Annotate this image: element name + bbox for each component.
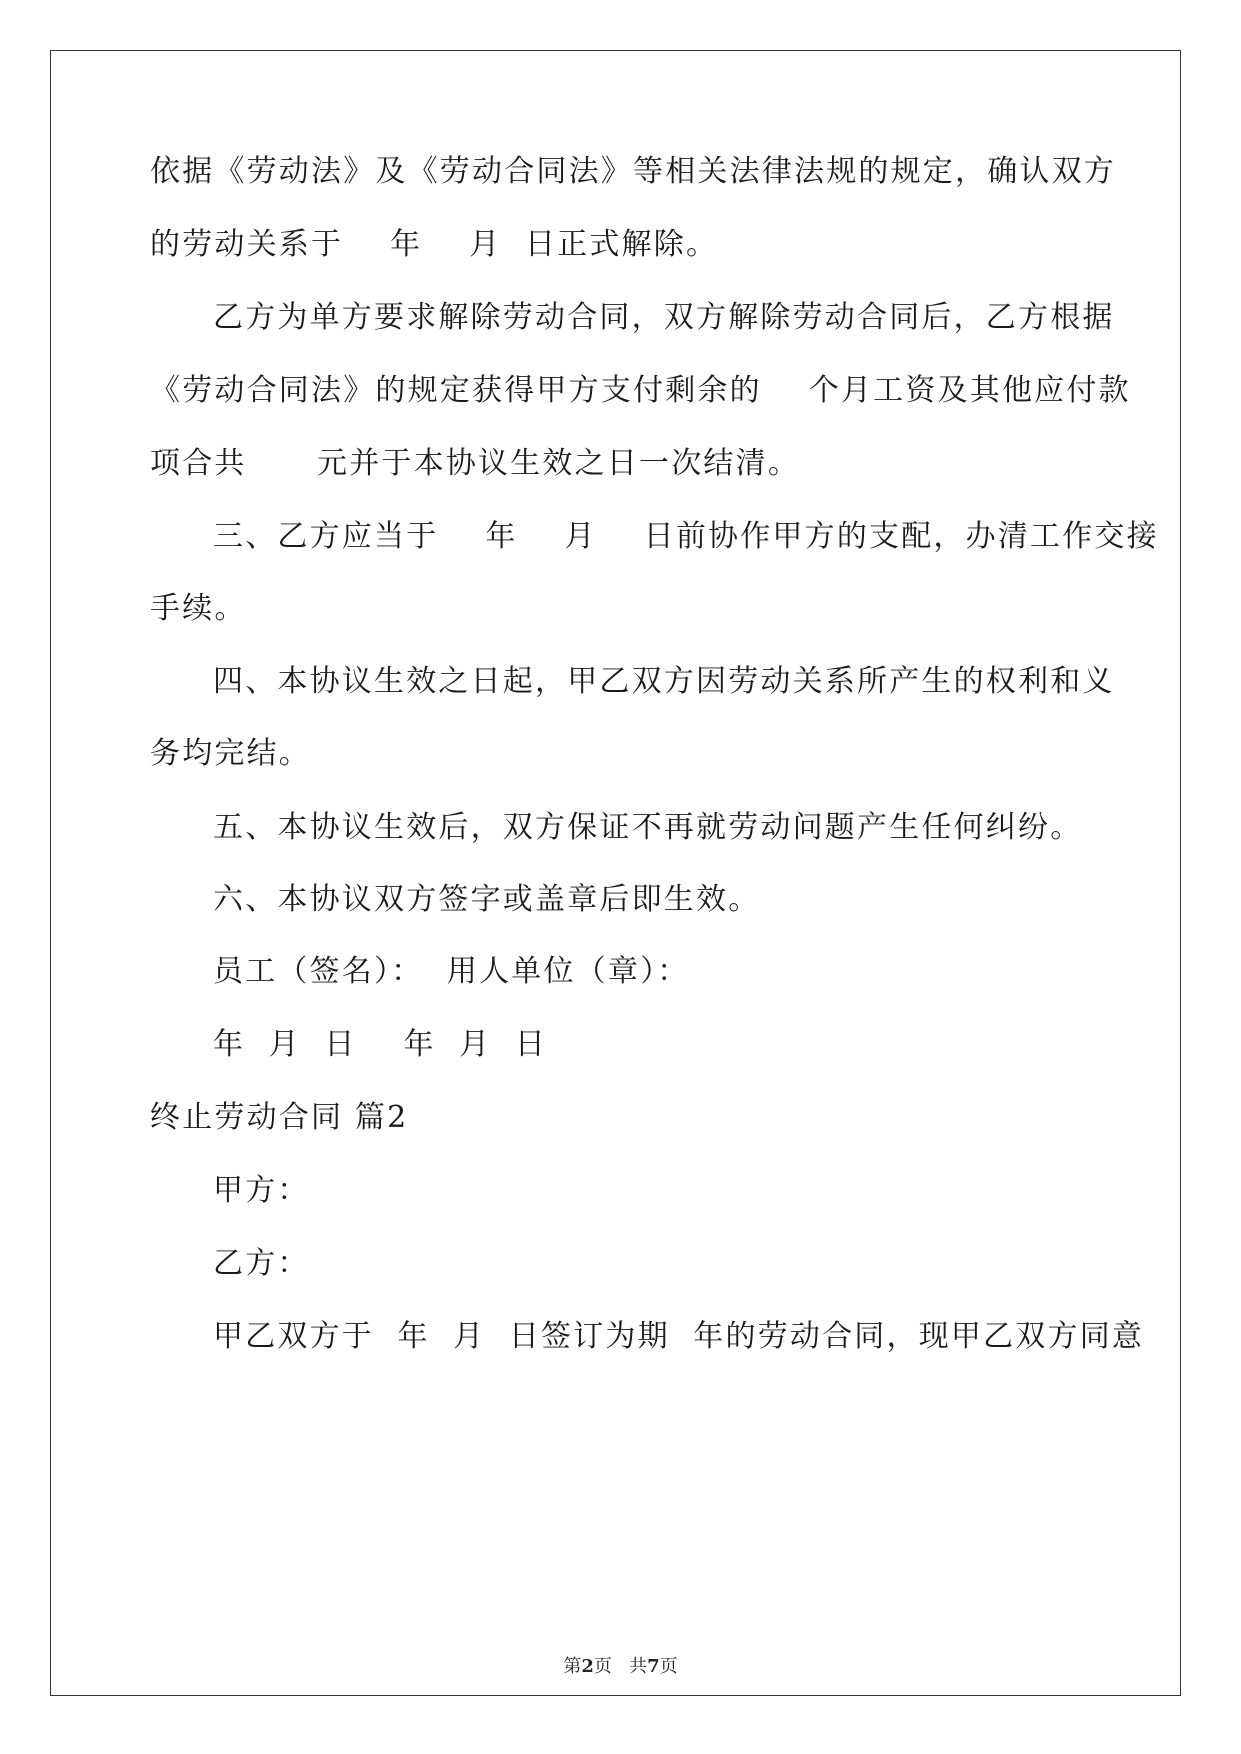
page-footer [0, 1655, 1241, 1679]
party-b-line: 乙方： [213, 1246, 310, 1281]
footer-total-prefix: 共 [629, 1656, 648, 1677]
body-line-9: 务均完结。 [150, 736, 311, 771]
date-line: 年 月 日 年 月 日 [213, 1027, 548, 1062]
body-line-5: 项合共 元并于本协议生效之日一次结清。 [150, 446, 801, 481]
body-line-8: 四、本协议生效之日起，甲乙双方因劳动关系所产生的权利和义 [213, 664, 1115, 699]
body-line-17: 甲乙双方于 年 月 日签订为期 年的劳动合同，现甲乙双方同意 [213, 1319, 1145, 1354]
footer-page-suffix: 页 [593, 1656, 612, 1677]
body-line-11: 六、本协议双方签字或盖章后即生效。 [213, 882, 761, 917]
body-line-6: 三、乙方应当于 年 月 日前协作甲方的支配，办清工作交接 [213, 519, 1159, 554]
party-a-line: 甲方： [213, 1173, 310, 1208]
footer-page-current: 2 [581, 1656, 594, 1677]
body-line-4: 《劳动合同法》的规定获得甲方支付剩余的 个月工资及其他应付款 [150, 373, 1131, 408]
footer-page-total: 7 [647, 1656, 660, 1677]
footer-page-prefix: 第 [563, 1656, 582, 1677]
section-heading: 终止劳动合同 篇2 [150, 1100, 409, 1135]
footer-total-suffix: 页 [659, 1656, 678, 1677]
signature-line: 员工（签名）： 用人单位（章）： [213, 954, 690, 989]
page-border [50, 50, 1181, 1696]
body-line-3: 乙方为单方要求解除劳动合同，双方解除劳动合同后，乙方根据 [213, 300, 1115, 335]
body-line-10: 五、本协议生效后，双方保证不再就劳动问题产生任何纠纷。 [213, 810, 1083, 845]
body-line-2: 的劳动关系于 年 月 日正式解除。 [150, 227, 719, 262]
body-line-7: 手续。 [150, 591, 247, 626]
body-line-1: 依据《劳动法》及《劳动合同法》等相关法律法规的规定，确认双方 [150, 154, 1116, 189]
